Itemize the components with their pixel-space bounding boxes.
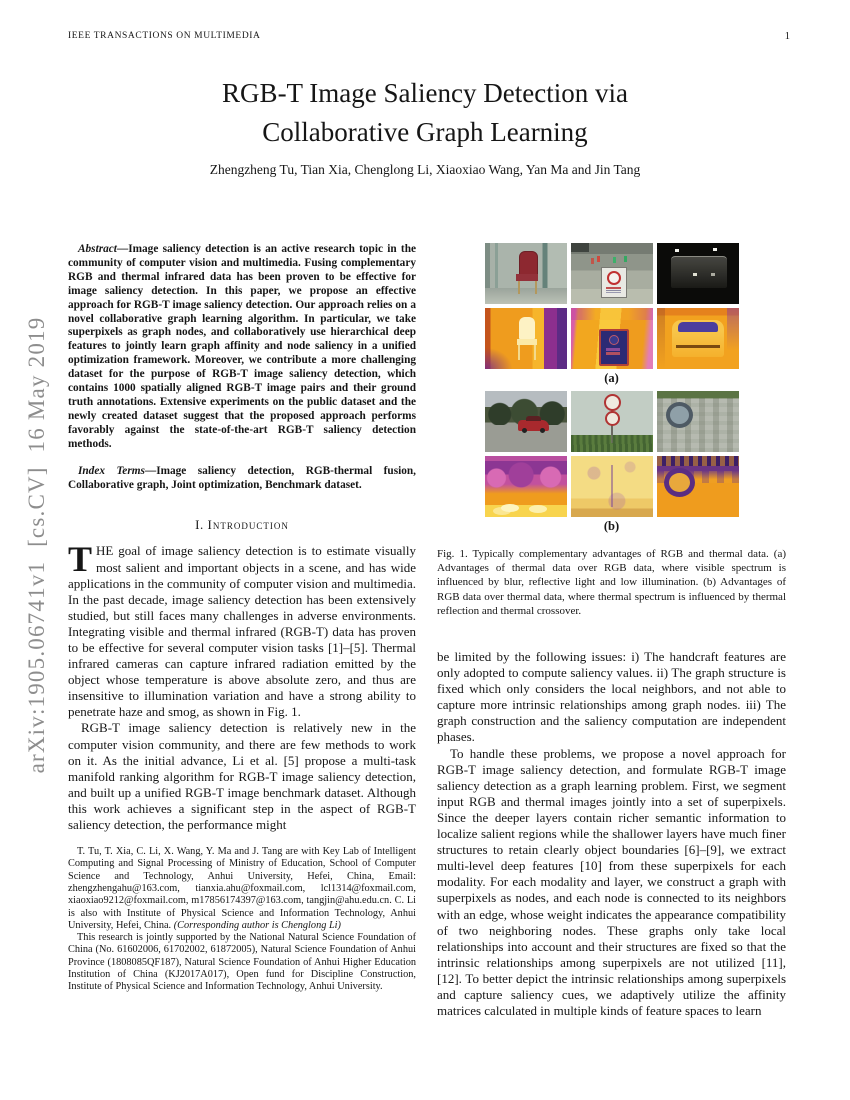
page-number: 1: [784, 31, 790, 42]
fig1b-thermal-reflection-image: [657, 456, 739, 517]
fig1b-rgb-red-car-image: [485, 391, 567, 452]
arxiv-watermark: arXiv:1905.06741v1 [cs.CV] 16 May 2019: [24, 316, 49, 774]
fig1b-rgb-traffic-signs-image: [571, 391, 653, 452]
sign-board-shape: [601, 267, 627, 298]
traffic-sign-2-shape: [605, 411, 620, 426]
tire-shape: [666, 402, 693, 428]
right-paragraph-1: be limited by the following issues: i) The handcraft features are only adopted to compute saliency values. ii) The graph structure is fixed which only considers the local neighbors, and not able to capture more intrinsic relationships among graph nodes. iii) The graph construction and the saliency computation are independent phases.: [437, 649, 786, 745]
fig1a-rgb-sign-image: [571, 243, 653, 304]
figure-1a-label: (a): [604, 371, 619, 385]
right-paragraph-2: To handle these problems, we propose a novel approach for RGB-T image saliency detection, and formulate RGB-T image saliency detection as a graph learning problem. First, we segment input RGB and thermal images jointly into a set of superpixels. Since the deeper layers contain richer semantic information to localize salient regions while the shallower layers have much finer structures to retain clearly object boundaries [6]–[9], we extract multi-level deep features [10] from these superpixels for each modality. For each modality and layer, we construct a graph with superpixels as nodes, and each node is connected to its neighbors with an edge, whose weight indicates the appearance compatibility of two neighboring nodes. These graphs only take local relationships into account and their structures are fixed so that the intrinsic relationships among superpixels are not utilized [11], [12]. To better depict the intrinsic relationships among superpixels and capture saliency cues, we adaptively utilize the affinity matrices calculated in multiple kinds of feature spaces to learn: [437, 745, 786, 1019]
intro-paragraph-1: [68, 539, 416, 720]
title-line-2: Collaborative Graph Learning: [262, 117, 588, 147]
fig1a-rgb-chair-image: [485, 243, 567, 304]
left-column: [68, 243, 416, 994]
figure-1b-label: (b): [603, 519, 620, 533]
intro-paragraph-2: RGB-T image saliency detection is relatively new in the computer vision community, and there are few methods to work on it. As the initial advance, Li et al. [5] propose a multi-task manifold ranking algorithm for RGB-T image saliency detection, and built up a unified RGB-T image benchmark dataset. Although this work achieves a significant step in the aspect of RGB-T saliency detection, the performance might: [68, 720, 416, 832]
drop-cap: T: [68, 539, 93, 580]
abstract-text: —Image saliency detection is an active research topic in the community of computer vision and multimedia. Fusing complementary RGB and thermal infrared data has been proven to be effective for image saliency detection. In this paper, we propose an effective approach for RGB-T image saliency detection. Our approach relies on a novel collaborative graph learning algorithm. In particular, we take superpixels as graph nodes, and collaboratively use hierarchical deep features to jointly learn graph affinity and node saliency in a unified optimization framework. Moreover, we contribute a more challenging dataset for the purpose of RGB-T image saliency detection, which contains 1000 spatially aligned RGB-T image pairs and their ground truth annotations. Extensive experiments on the public dataset and the newly created dataset suggest that the proposed approach performs favorably against the state-of-the-art RGB-T saliency detection methods.: [68, 243, 416, 450]
fig1a-thermal-sign-image: [571, 308, 653, 369]
thermal-chair-legs-shape: [518, 345, 536, 360]
title-line-1: RGB-T Image Saliency Detection via: [222, 78, 628, 108]
index-terms-label: Index Terms: [78, 464, 145, 477]
chair-back-shape: [519, 251, 538, 276]
thermal-sign-board-shape: [599, 329, 629, 366]
street-lights-shape: [675, 249, 679, 252]
traffic-sign-1-shape: [604, 394, 621, 411]
right-column: [437, 240, 786, 1019]
fig1a-thermal-car-image: [657, 308, 739, 369]
intro-paragraph-1-text: HE goal of image saliency detection is to estimate visually most salient and important objects in a scene, and has wide applications in the community of computer vision and multimedia. In the past decade, image saliency detection has been extensively studied, but still faces many challenges in adverse environments. Integrating visible and thermal infrared (RGB-T) data has proven to be effective for several computer vision tasks [1]–[5]. Thermal infrared cameras can capture infrared radiation emitted by the object whose temperature is above absolute zero, and thus are insensitive to illumination variation and have a strong ability to penetrate haze and smog, as shown in Fig. 1.: [68, 543, 416, 720]
figure-1a-grid: [485, 243, 739, 369]
fig1a-thermal-chair-image: [485, 308, 567, 369]
thermal-chair-back-shape: [519, 317, 535, 339]
thermal-car-shape: [672, 320, 724, 357]
thermal-tire-shape: [664, 468, 695, 497]
car-silhouette-shape: [671, 256, 727, 288]
paper-title: [0, 74, 850, 152]
footnote-affiliations: [68, 846, 416, 932]
red-car-shape: [518, 420, 549, 431]
abstract-label: Abstract: [78, 243, 117, 255]
fig1b-thermal-trees-image: [485, 456, 567, 517]
index-terms-paragraph: [68, 465, 416, 493]
corresponding-author-note: (Corresponding author is Chenglong Li): [173, 919, 341, 931]
fig1b-rgb-wet-ground-image: [657, 391, 739, 452]
running-header: IEEE TRANSACTIONS ON MULTIMEDIA: [68, 31, 261, 41]
footnote-affiliations-text: T. Tu, T. Xia, C. Li, X. Wang, Y. Ma and J. Tang are with Key Lab of Intelligent Computing and Signal Processing of Ministry of Education, School of Computer Science and Technology, Anhui University, Hefei, China, Email: zhengzhengahu@163.com, tianxia.ahu@foxmail.com, lcl1314@foxmail.com, xiaoxiao9212@foxmail.com, m17856174397@163.com, tangjin@ahu.edu.cn. C. Li is also with Institute of Physical Science and Information Technology, Anhui University, Hefei, China.: [68, 846, 416, 931]
thermal-hot-spots-shape: [501, 504, 519, 512]
figure-1b-grid: [485, 391, 739, 517]
chair-legs-shape: [518, 281, 537, 294]
section-number: I.: [195, 517, 204, 533]
reflected-lights-shape: [597, 256, 600, 262]
section-heading-introduction: [68, 517, 416, 533]
footnote-block: [68, 846, 416, 994]
fig1b-thermal-crossover-image: [571, 456, 653, 517]
author-list: Zhengzheng Tu, Tian Xia, Chenglong Li, Xiaoxiao Wang, Yan Ma and Jin Tang: [209, 162, 641, 177]
index-terms-text: —Image saliency detection, RGB-thermal fusion, Collaborative graph, Joint optimization, Benchmark dataset.: [68, 464, 416, 491]
figure-1-caption: Fig. 1. Typically complementary advantages of RGB and thermal data. (a) Advantages of thermal data over RGB data, where visible spectrum is influenced by blur, reflective light and low illumination. (b) Advantages of RGB data over thermal data, where thermal spectrum is influenced by thermal reflection and thermal crossover.: [437, 548, 786, 617]
figure-1: [437, 243, 786, 618]
chair-seat-shape: [516, 274, 538, 281]
section-title: Introduction: [207, 517, 289, 533]
fig1a-rgb-night-car-image: [657, 243, 739, 304]
abstract-paragraph: [68, 243, 416, 452]
footnote-funding: This research is jointly supported by the National Natural Science Foundation of China (No. 61602006, 61702002, 61872005), Natural Science Foundation of Anhui Province (1808085QF187), Natural Science Foundation of Anhui Higher Education Institution of China (KJ2017A017), Open fund for Discipline Construction, Institute of Physical Science and Information Technology, Anhui University.: [68, 932, 416, 993]
